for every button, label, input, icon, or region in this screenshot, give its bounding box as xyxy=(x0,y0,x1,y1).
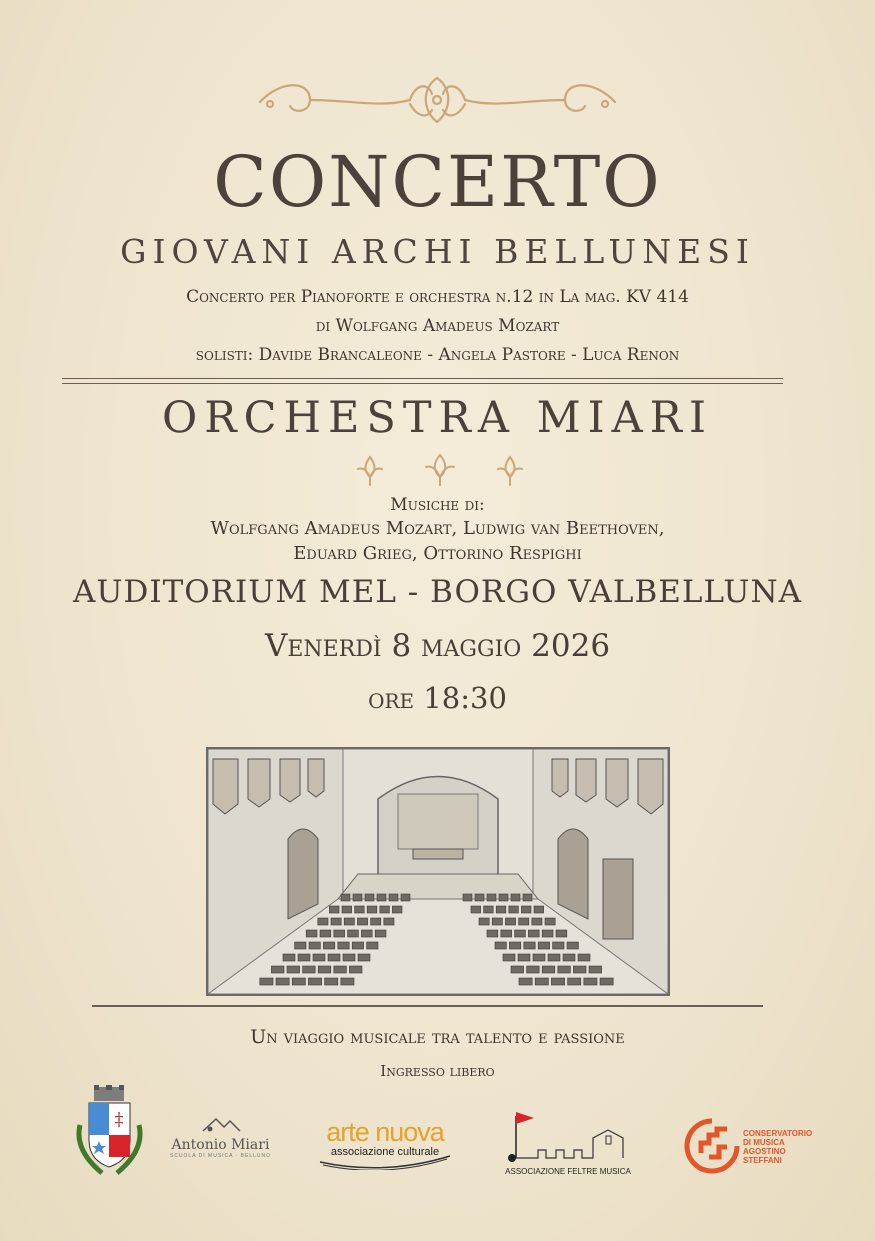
scroll-ornament-icon xyxy=(250,70,625,130)
seat xyxy=(309,942,320,949)
event-time: ore 18:30 xyxy=(368,681,507,715)
feltre-name: ASSOCIAZIONE FELTRE MUSICA xyxy=(505,1167,631,1176)
seat xyxy=(532,918,542,925)
seat xyxy=(589,966,602,973)
seat xyxy=(384,918,394,925)
seat xyxy=(260,978,273,985)
seat xyxy=(471,906,481,913)
seat xyxy=(342,906,352,913)
seat xyxy=(329,906,339,913)
seat xyxy=(511,966,524,973)
seat xyxy=(535,978,548,985)
seat xyxy=(353,894,362,901)
seat xyxy=(487,930,498,937)
seat xyxy=(389,894,398,901)
venue: AUDITORIUM MEL - BORGO VALBELLUNA xyxy=(72,574,803,610)
seat xyxy=(349,966,362,973)
seat xyxy=(484,906,494,913)
seat xyxy=(503,954,515,961)
conservatorio-line-1: CONSERVATORIO xyxy=(743,1129,813,1138)
event-date: Venerdì 8 maggio 2026 xyxy=(264,628,611,664)
seat xyxy=(343,954,355,961)
seat xyxy=(527,966,540,973)
program-line-1: Concerto per Pianoforte e orchestra n.12 in La mag. KV 414 xyxy=(186,287,689,307)
seat xyxy=(542,930,553,937)
seat xyxy=(323,942,334,949)
seat xyxy=(556,930,567,937)
artenuova-subtitle: associazione culturale xyxy=(330,1146,440,1158)
seat xyxy=(563,954,575,961)
seat xyxy=(355,906,365,913)
seat xyxy=(367,942,378,949)
seat xyxy=(492,918,502,925)
seat xyxy=(568,978,581,985)
seat xyxy=(371,918,381,925)
seat xyxy=(313,954,325,961)
fleur-ornament-icon xyxy=(355,453,525,489)
seat xyxy=(551,978,564,985)
conservatorio-line-3: AGOSTINO STEFFANI xyxy=(743,1147,786,1165)
seat xyxy=(567,942,578,949)
seat xyxy=(287,966,300,973)
seat xyxy=(318,966,331,973)
svg-text:‡: ‡ xyxy=(114,1109,124,1130)
seat xyxy=(573,966,586,973)
seat xyxy=(338,942,349,949)
seat xyxy=(306,930,317,937)
seat xyxy=(558,966,571,973)
seat xyxy=(584,978,597,985)
poster-title: CONCERTO xyxy=(213,141,662,223)
seat xyxy=(375,930,386,937)
antonio-miari-logo xyxy=(168,1115,273,1165)
seat xyxy=(463,894,472,901)
seat xyxy=(521,906,531,913)
seat xyxy=(519,918,529,925)
seat xyxy=(357,918,367,925)
seat xyxy=(298,954,310,961)
composers-line-2: Eduard Grieg, Ottorino Respighi xyxy=(293,543,582,564)
orchestra-name: ORCHESTRA MIARI xyxy=(161,393,714,443)
music-label: Musiche di: xyxy=(390,495,485,515)
divider-rule-bottom xyxy=(92,1005,763,1007)
seat xyxy=(334,966,347,973)
seat xyxy=(328,954,340,961)
seat xyxy=(367,906,377,913)
conservatorio-logo xyxy=(683,1117,823,1175)
seat xyxy=(600,978,613,985)
tagline: Un viaggio musicale tra talento e passione xyxy=(250,1026,625,1048)
seat xyxy=(538,942,549,949)
divider-rule xyxy=(62,378,783,384)
seat xyxy=(325,978,338,985)
auditorium-illustration xyxy=(206,747,670,996)
seat xyxy=(553,942,564,949)
seat xyxy=(271,966,284,973)
seat xyxy=(524,942,535,949)
seat xyxy=(352,942,363,949)
seat xyxy=(377,894,386,901)
artenuova-name: arte nuova xyxy=(326,1117,444,1147)
seat xyxy=(303,966,316,973)
municipal-crest-logo xyxy=(72,1085,147,1180)
seat xyxy=(365,894,374,901)
arte-nuova-logo xyxy=(315,1118,455,1176)
seat xyxy=(358,954,370,961)
seat xyxy=(548,954,560,961)
miari-name: Antonio Miari xyxy=(171,1137,270,1153)
seat xyxy=(341,894,350,901)
seat xyxy=(331,918,341,925)
seat xyxy=(361,930,372,937)
seat xyxy=(515,930,526,937)
seat xyxy=(519,978,532,985)
seat xyxy=(308,978,321,985)
seat xyxy=(523,894,532,901)
conservatorio-line-2: DI MUSICA xyxy=(743,1138,785,1147)
seat xyxy=(348,930,359,937)
seat xyxy=(578,954,590,961)
entry-note: Ingresso libero xyxy=(380,1062,495,1080)
feltre-musica-logo xyxy=(498,1108,638,1176)
composers-line-1: Wolfgang Amadeus Mozart, Ludwig van Beethoven, xyxy=(210,518,665,539)
seat xyxy=(509,906,519,913)
seat xyxy=(501,930,512,937)
seat xyxy=(292,978,305,985)
seat xyxy=(341,978,354,985)
seat xyxy=(499,894,508,901)
conservatorio-mark-icon xyxy=(683,1117,741,1175)
seat xyxy=(392,906,402,913)
seat xyxy=(320,930,331,937)
seat xyxy=(542,966,555,973)
seat xyxy=(334,930,345,937)
program-line-3: solisti: Davide Brancaleone - Angela Pastore - Luca Renon xyxy=(195,345,680,365)
seat xyxy=(533,954,545,961)
seat xyxy=(495,942,506,949)
seat xyxy=(528,930,539,937)
mountain-music-icon xyxy=(168,1115,273,1133)
miari-subtitle: SCUOLA DI MUSICA · BELLUNO xyxy=(169,1153,272,1159)
swoosh-icon xyxy=(315,1154,455,1170)
seat xyxy=(475,894,484,901)
seat xyxy=(401,894,410,901)
program-line-2: di Wolfgang Amadeus Mozart xyxy=(315,316,560,336)
seat xyxy=(344,918,354,925)
seat xyxy=(487,894,496,901)
seat xyxy=(511,894,520,901)
castle-flag-icon xyxy=(498,1108,638,1163)
seat xyxy=(295,942,306,949)
seat xyxy=(496,906,506,913)
seat xyxy=(518,954,530,961)
seat xyxy=(545,918,555,925)
poster-subtitle: GIOVANI ARCHI BELLUNESI xyxy=(120,232,755,271)
seat xyxy=(318,918,328,925)
seat xyxy=(505,918,515,925)
seat xyxy=(283,954,295,961)
seat xyxy=(479,918,489,925)
seat xyxy=(276,978,289,985)
seat xyxy=(509,942,520,949)
seat xyxy=(534,906,544,913)
seat xyxy=(380,906,390,913)
